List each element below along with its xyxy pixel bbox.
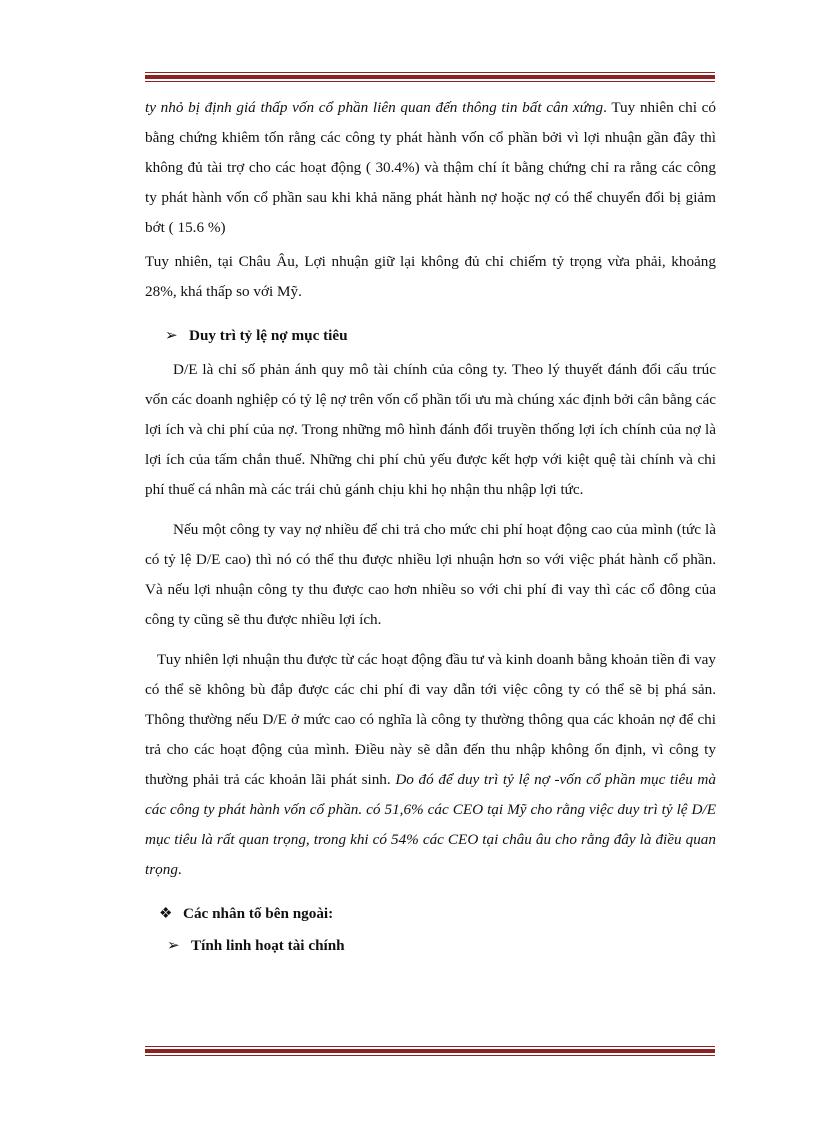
paragraph-5: [145, 645, 716, 885]
heading-text: Duy trì tỷ lệ nợ mục tiêu: [189, 327, 348, 344]
paragraph-2: Tuy nhiên, tại Châu Âu, Lợi nhuận giữ lại không đủ chỉ chiếm tỷ trọng vừa phải, khoảng 28%, khá thấp so với Mỹ.: [145, 253, 716, 300]
paragraph-5-italic: Do đó để duy trì tỷ lệ nợ -vốn cổ phần mục tiêu mà các công ty phát hành vốn cổ phần. có 51,6% các CEO tại Mỹ cho rằng việc duy trì tỷ lệ D/E mục tiêu là rất quan trọng, trong khi có 54% các CEO tại châu âu cho rằng đây là điều quan trọng: [145, 771, 716, 878]
paragraph-5-text: Tuy nhiên lợi nhuận thu được từ các hoạt động đầu tư và kinh doanh bằng khoản tiền đi vay có thể sẽ không bù đắp được các chi phí đi vay dẫn tới việc công ty có thể sẽ bị phá sản. Thông thường nếu D/E ở mức cao có nghĩa là công ty thường thông qua các khoản nợ để chi trả cho các hoạt động của mình. Điều này sẽ dẫn đến thu nhập không ổn định, vì công ty thường phải trả các khoản lãi phát sinh.: [145, 651, 716, 788]
heading-external-factors: [145, 899, 716, 929]
paragraph-1-text: . Tuy nhiên chỉ có bằng chứng khiêm tốn rằng các công ty phát hành vốn cổ phần bởi vì lợi nhuận gần đây thì không đủ tài trợ cho các hoạt động ( 30.4%) và thậm chí ít bằng chứng chỉ ra rằng các công ty phát hành vốn cổ phần sau khi khả năng phát hành nợ hoặc nợ có thể chuyển đổi bị giảm bớt ( 15.6 %): [145, 99, 716, 236]
arrow-bullet-icon: ➢: [167, 937, 180, 954]
diamond-bullet-icon: ❖: [159, 905, 173, 922]
paragraph-5-end: .: [177, 861, 182, 878]
arrow-bullet-icon: ➢: [165, 327, 178, 344]
footer-rule: [145, 1046, 715, 1056]
heading-text: Các nhân tố bên ngoài:: [183, 905, 334, 922]
paragraph-4: Nếu một công ty vay nợ nhiều để chi trả cho mức chi phí hoạt động cao của mình (tức là có tỷ lệ D/E cao) thì nó có thể thu được nhiều lợi nhuận hơn so với việc phát hành cổ phần. Và nếu lợi nhuận công ty thu được cao hơn nhiều so với chi phí đi vay thì các cổ đông của công ty cũng sẽ thu được nhiều lợi ích.: [145, 521, 716, 628]
heading-text: Tính linh hoạt tài chính: [191, 937, 345, 954]
header-rule: [145, 72, 715, 82]
paragraph-1: [145, 93, 716, 243]
paragraph-1-italic: ty nhỏ bị định giá thấp vốn cổ phần liên quan đến thông tin bất cân xứng: [145, 99, 604, 116]
heading-financial-flexibility: [145, 931, 716, 961]
paragraph-3: D/E là chỉ số phản ánh quy mô tài chính của công ty. Theo lý thuyết đánh đổi cấu trúc vốn các doanh nghiệp có tỷ lệ nợ trên vốn cổ phần tối ưu mà chúng xác định bởi cân bằng các lợi ích và chi phí của nợ. Trong những mô hình đánh đổi truyền thống lợi ích chính của nợ là lợi ích của tấm chắn thuế. Những chi phí chủ yếu được kết hợp với kiệt quệ tài chính và chi phí thuế cá nhân mà các trái chủ gánh chịu khi họ nhận thu nhập lợi tức.: [145, 361, 716, 498]
heading-target-debt-ratio: [145, 321, 716, 351]
page-body: [145, 93, 716, 961]
